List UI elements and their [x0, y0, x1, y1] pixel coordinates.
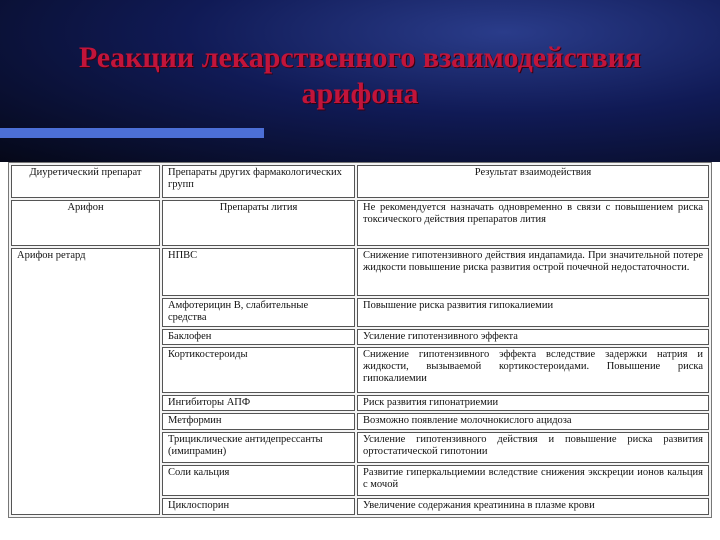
partner-cell: Кортикостероиды — [162, 347, 355, 393]
result-cell: Усиление гипотензивного эффекта — [357, 329, 709, 346]
drug-arifon: Арифон — [11, 200, 160, 246]
partner-cell: Трициклические антидепрессанты (имипрамин) — [162, 432, 355, 463]
result-cell: Снижение гипотензивного действия индапамида. При значительной потере жидкости повышение риска развития острой почечной недостаточности. — [357, 248, 709, 296]
result-cell: Развитие гиперкальциемии вследствие снижения экскреции ионов кальция с мочой — [357, 465, 709, 496]
result-cell: Возможно появление молочнокислого ацидоза — [357, 413, 709, 430]
slide-title — [0, 40, 720, 112]
result-cell: Увеличение содержания креатинина в плазме крови — [357, 498, 709, 515]
header-diuretic: Диуретический препарат — [11, 165, 160, 198]
header-other-groups: Препараты других фармакологических групп — [162, 165, 355, 198]
table-row — [11, 248, 709, 296]
title-line-2: арифона — [301, 77, 419, 110]
partner-cell: Баклофен — [162, 329, 355, 346]
result-cell: Снижение гипотензивного эффекта вследствие задержки натрия и жидкости, вызываемой кортикостероидами. Повышение риска гипокалиемии — [357, 347, 709, 393]
result-cell: Усиление гипотензивного действия и повышение риска развития ортостатической гипотонии — [357, 432, 709, 463]
header-accent-bar — [0, 128, 264, 138]
partner-cell: Циклоспорин — [162, 498, 355, 515]
partner-cell: Ингибиторы АПФ — [162, 395, 355, 412]
partner-cell: Метформин — [162, 413, 355, 430]
title-line-1: Реакции лекарственного взаимодействия — [78, 41, 642, 74]
partner-cell: Соли кальция — [162, 465, 355, 496]
partner-cell: Амфотерицин В, слабительные средства — [162, 298, 355, 327]
partner-cell: НПВС — [162, 248, 355, 296]
interaction-table — [8, 162, 712, 518]
result-cell: Повышение риска развития гипокалиемии — [357, 298, 709, 327]
result-cell: Риск развития гипонатриемии — [357, 395, 709, 412]
partner-cell: Препараты лития — [162, 200, 355, 246]
interaction-table-container — [8, 162, 712, 518]
header-result: Результат взаимодействия — [357, 165, 709, 198]
header-row — [11, 165, 709, 198]
drug-arifon-retard: Арифон ретард — [11, 248, 160, 515]
result-cell: Не рекомендуется назначать одновременно в связи с повышением риска токсического действия препаратов лития — [357, 200, 709, 246]
table-row — [11, 200, 709, 246]
